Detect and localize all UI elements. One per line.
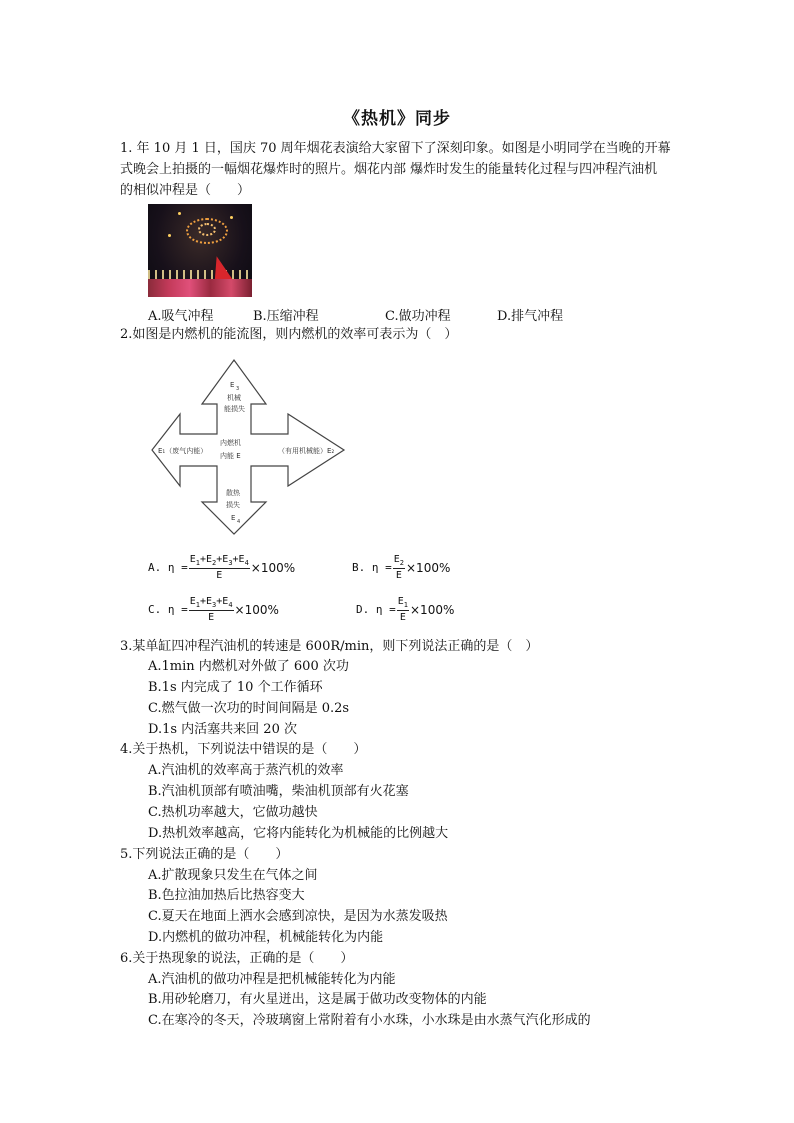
- q4-option-a[interactable]: A.汽油机的效率高于蒸汽机的效率: [148, 763, 344, 778]
- svg-text:机械: 机械: [227, 394, 241, 402]
- svg-text:4: 4: [237, 519, 241, 525]
- q1-option-a[interactable]: A.吸气冲程: [148, 309, 214, 324]
- q2-option-a[interactable]: A. η = $\frac{E_1+E_2+E_3+E_4}{E}$ ×100%: [148, 554, 296, 581]
- svg-text:能损失: 能损失: [224, 405, 245, 413]
- svg-text:内燃机: 内燃机: [220, 439, 241, 447]
- q5-option-d[interactable]: D.内燃机的做功冲程，机械能转化为内能: [148, 930, 384, 945]
- q1-option-d[interactable]: D.排气冲程: [497, 309, 564, 324]
- q1-option-b[interactable]: B.压缩冲程: [253, 309, 319, 324]
- q1-stem-line-1: 1. 年 10 月 1 日，国庆 70 周年烟花表演给大家留下了深刻印象。如图是小明同学在当晚的开幕: [120, 141, 671, 156]
- svg-text:3: 3: [236, 386, 240, 392]
- q4-option-d[interactable]: D.热机效率越高，它将内能转化为机械能的比例越大: [148, 826, 449, 841]
- energy-flow-diagram: [148, 352, 362, 536]
- q3-option-a[interactable]: A.1min 内燃机对外做了 600 次功: [148, 659, 349, 674]
- q4-option-c[interactable]: C.热机功率越大，它做功越快: [148, 805, 318, 820]
- svg-text:E: E: [231, 514, 236, 522]
- q5-option-a[interactable]: A.扩散现象只发生在气体之间: [148, 868, 318, 883]
- q5-stem: 5.下列说法正确的是（ ）: [120, 847, 289, 862]
- page-title: 《热机》同步: [343, 109, 451, 129]
- q5-option-c[interactable]: C.夏天在地面上洒水会感到凉快，是因为水蒸发吸热: [148, 909, 448, 924]
- q2-option-d[interactable]: D. η = $\frac{E_1}{E}$ ×100%: [356, 596, 455, 623]
- svg-text:散热: 散热: [226, 489, 240, 497]
- q2-option-b[interactable]: B. η = $\frac{E_2}{E}$ ×100%: [352, 554, 451, 581]
- q2-stem: 2.如图是内燃机的能流图，则内燃机的效率可表示为（ ）: [120, 327, 458, 342]
- svg-text:E₁（废气内能）: E₁（废气内能）: [158, 447, 208, 455]
- q3-option-b[interactable]: B.1s 内完成了 10 个工作循环: [148, 680, 323, 695]
- svg-text:内能 E: 内能 E: [220, 452, 241, 460]
- svg-text:E: E: [230, 381, 235, 389]
- q4-option-b[interactable]: B.汽油机顶部有喷油嘴，柴油机顶部有火花塞: [148, 784, 409, 799]
- svg-text:（有用机械能）E₂: （有用机械能）E₂: [278, 447, 335, 455]
- q2-option-c[interactable]: C. η = $\frac{E_1+E_3+E_4}{E}$ ×100%: [148, 596, 279, 623]
- q6-stem: 6.关于热现象的说法，正确的是（ ）: [120, 951, 354, 966]
- q6-option-c[interactable]: C.在寒冷的冬天，冷玻璃窗上常附着有小水珠，小水珠是由水蒸气汽化形成的: [148, 1013, 591, 1028]
- q6-option-a[interactable]: A.汽油机的做功冲程是把机械能转化为内能: [148, 972, 396, 987]
- q1-stem-line-2: 式晚会上拍摄的一幅烟花爆炸时的照片。烟花内部 爆炸时发生的能量转化过程与四冲程汽油机: [120, 162, 658, 177]
- q3-option-c[interactable]: C.燃气做一次功的时间间隔是 0.2s: [148, 701, 350, 716]
- q4-stem: 4.关于热机，下列说法中错误的是（ ）: [120, 742, 367, 757]
- q6-option-b[interactable]: B.用砂轮磨刀，有火星迸出，这是属于做功改变物体的内能: [148, 992, 487, 1007]
- fireworks-photo: [148, 204, 252, 297]
- svg-text:损失: 损失: [226, 501, 240, 509]
- q1-stem-line-3: 的相似冲程是（ ）: [120, 183, 251, 198]
- q5-option-b[interactable]: B.色拉油加热后比热容变大: [148, 888, 305, 903]
- q3-option-d[interactable]: D.1s 内活塞共来回 20 次: [148, 722, 297, 737]
- q3-stem: 3.某单缸四冲程汽油机的转速是 600R/min，则下列说法正确的是（ ）: [120, 639, 539, 654]
- q1-option-c[interactable]: C.做功冲程: [385, 309, 451, 324]
